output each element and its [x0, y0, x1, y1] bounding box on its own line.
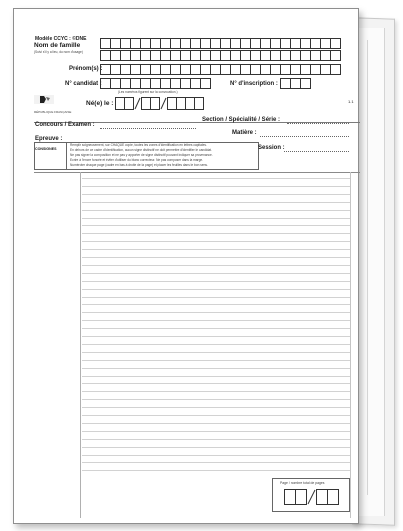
ruled-line	[82, 194, 350, 195]
ruled-line	[82, 289, 350, 290]
ruled-line	[82, 391, 350, 392]
ruled-line	[82, 383, 350, 384]
ruled-line	[82, 202, 350, 203]
birth-label: Né(e) le :	[86, 100, 114, 107]
ruled-line	[82, 328, 350, 329]
competition-input[interactable]	[100, 128, 196, 129]
character-cell[interactable]	[300, 78, 311, 89]
ruled-line	[82, 455, 350, 456]
birth-date-cells[interactable]	[115, 97, 207, 110]
candidate-number-label: N° candidat :	[65, 81, 102, 87]
registration-number-label: N° d'inscription :	[230, 81, 278, 87]
instructions-list	[70, 143, 258, 168]
birth-hint: (Les numéros figurent sur la convocation.)	[118, 90, 178, 94]
folder-inner-sheet	[356, 28, 385, 516]
subject-input[interactable]	[260, 136, 349, 137]
ruled-line	[82, 225, 350, 226]
surname-hint: (Suivi s'il y a lieu, du nom d'usage)	[34, 50, 83, 54]
ruled-line	[82, 304, 350, 305]
ruled-line	[82, 218, 350, 219]
ruled-line	[82, 210, 350, 211]
ruled-line	[82, 360, 350, 361]
folder-fold-line	[367, 40, 368, 495]
instruction-item: Remplir soigneusement, sur CHAQUE copie, toutes les zones d'identification en lettres capitales.	[70, 143, 207, 147]
surname-cells[interactable]	[100, 38, 340, 50]
marianne-logo	[34, 95, 54, 109]
right-margin-line	[350, 172, 351, 518]
ruled-line	[82, 320, 350, 321]
section-input[interactable]	[287, 123, 349, 124]
ruled-line	[82, 178, 350, 179]
ruled-line	[82, 415, 350, 416]
ruled-line	[82, 470, 350, 471]
character-cell[interactable]	[330, 38, 341, 49]
character-cell[interactable]	[330, 64, 341, 75]
ruled-line	[82, 186, 350, 187]
ruled-line	[82, 312, 350, 313]
ruled-line	[82, 407, 350, 408]
ruled-line	[82, 257, 350, 258]
ruled-line	[82, 273, 350, 274]
ruled-line	[82, 249, 350, 250]
writing-area[interactable]	[82, 174, 350, 474]
ruled-line	[82, 281, 350, 282]
surname-cells-2[interactable]	[100, 50, 340, 62]
ruled-line	[82, 336, 350, 337]
ruled-line	[82, 368, 350, 369]
ruled-line	[82, 344, 350, 345]
character-cell[interactable]	[200, 78, 211, 89]
instruction-item: Ne pas signer la composition et ne pas y apporter de signe distinctif pouvant indiquer sa provenance.	[70, 153, 213, 157]
ruled-line	[82, 233, 350, 234]
ruled-line	[82, 265, 350, 266]
instruction-item: Numéroter chaque page (cadre en bas à droite de la page) et placer les feuilles dans le bon sens.	[70, 163, 208, 167]
exam-answer-sheet	[13, 8, 359, 524]
header-separator	[34, 172, 360, 173]
margin-line	[80, 172, 81, 518]
page-counter-label: Page / nombre total de pages	[280, 481, 325, 485]
ruled-line	[82, 431, 350, 432]
candidate-number-cells[interactable]	[100, 78, 210, 90]
page-code: 1.1	[348, 99, 354, 104]
registration-number-cells[interactable]	[280, 78, 310, 90]
surname-label: Nom de famille	[34, 42, 81, 49]
section-label: Section / Spécialité / Série :	[202, 117, 281, 123]
instruction-item: Ecrire à l'encre foncée et éviter d'utiliser du blanc correcteur. Ne pas composer dans la marge.	[70, 158, 204, 162]
instructions-label: CONSIGNES	[35, 147, 57, 151]
subject-label: Matière :	[232, 130, 257, 136]
session-label: Session :	[258, 145, 285, 151]
ruled-line	[82, 241, 350, 242]
ruled-line	[82, 399, 350, 400]
ruled-line	[82, 376, 350, 377]
session-input[interactable]	[284, 151, 349, 152]
competition-label: Concours / Examen :	[35, 122, 95, 128]
ruled-line	[82, 423, 350, 424]
model-label: Modèle CCYC : ©DNE	[35, 36, 87, 42]
character-cell[interactable]	[330, 50, 341, 61]
ruled-line	[82, 462, 350, 463]
ruled-line	[82, 447, 350, 448]
republic-label: RÉPUBLIQUE FRANÇAISE	[34, 110, 72, 114]
page-counter-cells[interactable]	[284, 489, 340, 510]
firstnames-label: Prénom(s) :	[69, 66, 103, 72]
exam-label: Epreuve :	[35, 136, 63, 142]
instruction-item: En dehors de ce cadre d'identification, aucun signe distinctif ne doit permettre d'identifier le candidat.	[70, 148, 212, 152]
ruled-line	[82, 297, 350, 298]
firstnames-cells[interactable]	[100, 64, 340, 76]
ruled-line	[82, 352, 350, 353]
ruled-line	[82, 439, 350, 440]
